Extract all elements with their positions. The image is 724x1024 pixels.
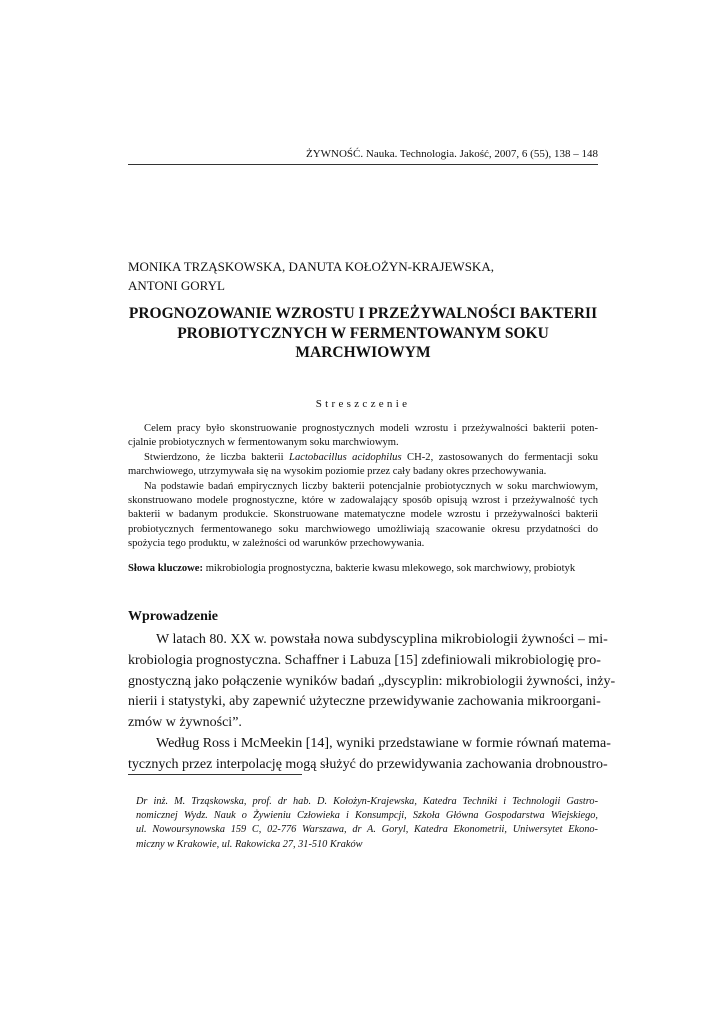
body-line: W latach 80. XX w. powstała nowa subdyscyplina mikrobiologii żywności – mi- [156, 632, 608, 647]
abstract-paragraph [128, 422, 598, 451]
article-title [128, 304, 598, 363]
abstract-line: Celem pracy było skonstruowanie prognostycznych modeli wzrostu i przeżywalności bakterii poten- [144, 423, 598, 434]
abstract-line: probiotycznych fermentowanego soku marchwiowego umożliwiają szacowanie okresu przydatności do [128, 523, 598, 535]
abstract-line: bakterii w badanym produkcie. Skonstruowane matematyczne modele wzrostu i przeżywalności bakterii [128, 509, 598, 521]
abstract-heading: Streszczenie [315, 398, 411, 410]
body-line: Według Ross i McMeekin [14], wyniki przedstawiane w formie równań matema- [156, 735, 611, 751]
title-line: MARCHWIOWYM [295, 344, 431, 361]
abstract-paragraph [128, 451, 598, 480]
abstract-paragraph [128, 480, 598, 552]
keywords [128, 562, 598, 576]
footnote-line: nomicznej Wydz. Nauk o Żywieniu Człowieka i Konsumpcji, Szkoła Główna Gospodarstwa Wiejskiego, [136, 810, 598, 822]
author-affiliation-footnote [136, 795, 598, 852]
title-line: PROBIOTYCZNYCH W FERMENTOWANYM SOKU [177, 324, 549, 342]
abstract-line: cjalnie probiotycznych w fermentowanym soku marchwiowym. [128, 437, 399, 449]
running-head: ŻYWNOŚĆ. Nauka. Technologia. Jakość, 2007, 6 (55), 138 – 148 [305, 148, 598, 160]
footnote-line: ul. Nowoursynowska 159 C, 02-776 Warszawa, dr A. Goryl, Katedra Ekonometrii, Uniwersytet Ekono- [136, 824, 598, 836]
keywords-label: Słowa kluczowe: [128, 563, 204, 574]
body-line: krobiologia prognostyczna. Schaffner i Labuza [15] zdefiniowali mikrobiologię pro- [128, 652, 601, 668]
header-divider [128, 164, 598, 165]
footnote-line: Dr inż. M. Trząskowska, prof. dr hab. D. Kołożyn-Krajewska, Katedra Techniki i Technologii Gastro- [136, 796, 598, 807]
abstract [128, 422, 598, 552]
abstract-line: spożycia tego produktu, w zależności od warunków przechowywania. [128, 538, 425, 550]
introduction-text [128, 630, 616, 776]
body-line: nierii i statystyki, aby zapewnić użyteczne przewidywanie zachowania mikroorgani- [128, 694, 601, 710]
keywords-text: mikrobiologia prognostyczna, bakterie kwasu mlekowego, sok marchwiowy, probiotyk [203, 563, 576, 574]
abstract-text: CH-2, zastosowanych do fermentacji soku [401, 451, 599, 463]
body-line: tycznych przez interpolację mogą służyć do przewidywania zachowania drobnoustro- [128, 756, 608, 772]
abstract-text: Stwierdzono, że liczba bakterii [144, 451, 290, 463]
abstract-line: Na podstawie badań empirycznych liczby bakterii potencjalnie probiotycznych w soku marchwiowym, [144, 480, 598, 492]
author-line: ANTONI GORYL [128, 278, 225, 293]
body-line: gnostyczną jako połączenie wyników badań „dyscyplin: mikrobiologii żywności, inży- [128, 673, 616, 689]
abstract-line: skonstruowano modele prognostyczne, które w zadowalający sposób opisują wzrost i przeżywalność tych [128, 495, 598, 507]
footnote-divider [128, 774, 302, 775]
species-name: Lactobacillus acidophilus [289, 451, 402, 463]
footnote-line: miczny w Krakowie, ul. Rakowicka 27, 31-510 Kraków [136, 838, 363, 850]
abstract-line: marchwiowego, utrzymywała się na wysokim poziomie przez cały badany okres przechowywania. [128, 466, 547, 478]
body-line: zmów w żywności”. [128, 715, 242, 731]
section-heading: Wprowadzenie [128, 609, 218, 624]
title-line: PROGNOZOWANIE WZROSTU I PRZEŻYWALNOŚCI BAKTERII [128, 305, 598, 322]
abstract-line [128, 451, 598, 465]
author-list [128, 257, 598, 295]
author-line: MONIKA TRZĄSKOWSKA, DANUTA KOŁOŻYN-KRAJEWSKA, [128, 259, 494, 274]
